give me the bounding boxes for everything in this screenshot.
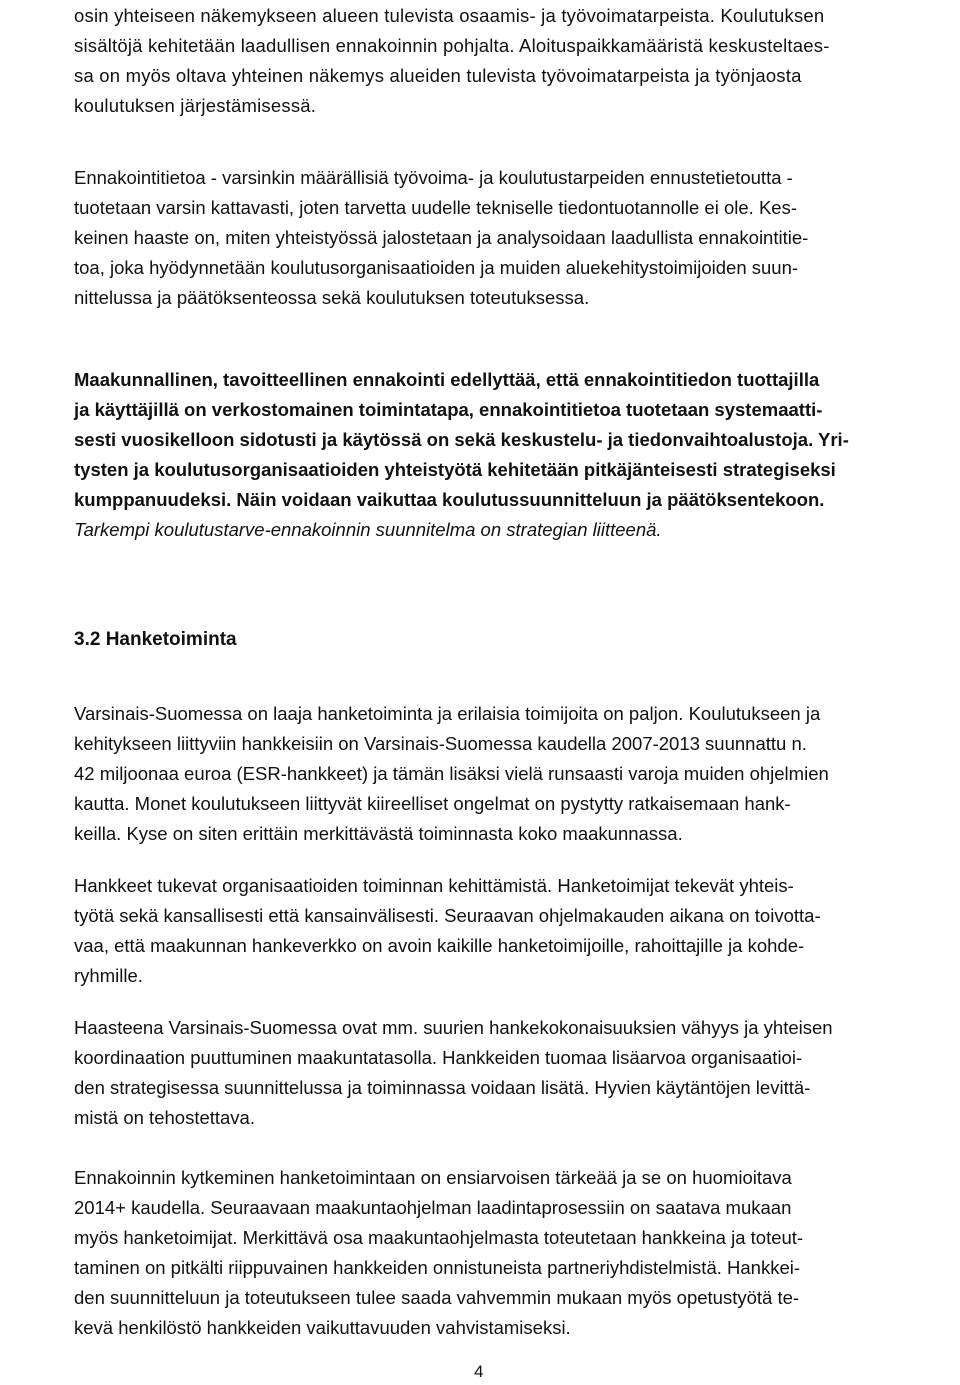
text-line: 2014+ kaudella. Seuraavaan maakuntaohjelman laadintaprosessiin on saatava mukaan bbox=[74, 1197, 792, 1218]
text-line: kevä henkilöstö hankkeiden vaikuttavuuden vahvistamiseksi. bbox=[74, 1317, 571, 1338]
intro-paragraph bbox=[74, 1, 960, 121]
project-activity-paragraph bbox=[74, 699, 960, 849]
text-line: sisältöjä kehitetään laadullisen ennakoinnin pohjalta. Aloituspaikkamääristä keskusteltaes- bbox=[74, 35, 830, 56]
text-line: 42 miljoonaa euroa (ESR-hankkeet) ja tämän lisäksi vielä runsaasti varoja muiden ohjelmien bbox=[74, 763, 829, 784]
text-line: keinen haaste on, miten yhteistyössä jalostetaan ja analysoidaan laadullista ennakointitie- bbox=[74, 227, 809, 248]
text-line: myös hanketoimijat. Merkittävä osa maakuntaohjelmasta toteutetaan hankkeina ja toteut- bbox=[74, 1227, 804, 1248]
bold-text-line: kumppanuudeksi. Näin voidaan vaikuttaa koulutussuunnitteluun ja päätöksentekoon. bbox=[74, 489, 825, 510]
text-line: Ennakointitietoa - varsinkin määrällisiä työvoima- ja koulutustarpeiden ennustetietoutta - bbox=[74, 167, 793, 188]
text-line: tuotetaan varsin kattavasti, joten tarvetta uudelle tekniselle tiedontuotannolle ei ole. Kes- bbox=[74, 197, 797, 218]
projects-support-paragraph bbox=[74, 871, 960, 991]
text-line: den strategisessa suunnittelussa ja toiminnassa voidaan lisätä. Hyvien käytäntöjen levittä- bbox=[74, 1077, 811, 1098]
text-line: Haasteena Varsinais-Suomessa ovat mm. suurien hankekokonaisuuksien vähyys ja yhteisen bbox=[74, 1017, 833, 1038]
text-line: kehitykseen liittyviin hankkeisiin on Varsinais-Suomessa kaudella 2007-2013 suunnattu n. bbox=[74, 733, 807, 754]
text-line: den suunnitteluun ja toteutukseen tulee saada vahvemmin mukaan myös opetustyötä te- bbox=[74, 1287, 800, 1308]
text-line: ryhmille. bbox=[74, 965, 143, 986]
text-line: osin yhteiseen näkemykseen alueen tulevista osaamis- ja työvoimatarpeista. Koulutuksen bbox=[74, 5, 825, 26]
challenges-paragraph bbox=[74, 1013, 960, 1133]
text-line: Ennakoinnin kytkeminen hanketoimintaan on ensiarvoisen tärkeää ja se on huomioitava bbox=[74, 1167, 792, 1188]
text-line: toa, joka hyödynnetään koulutusorganisaatioiden ja muiden aluekehitystoimijoiden suun- bbox=[74, 257, 799, 278]
text-line: työtä sekä kansallisesti että kansainvälisesti. Seuraavan ohjelmakauden aikana on toivotta- bbox=[74, 905, 821, 926]
text-line: kautta. Monet koulutukseen liittyvät kiireelliset ongelmat on pystytty ratkaisemaan hank- bbox=[74, 793, 791, 814]
regional-forecasting-paragraph bbox=[74, 365, 960, 545]
text-line: koordinaation puuttuminen maakuntatasolla. Hankkeiden tuomaa lisäarvoa organisaatioi- bbox=[74, 1047, 803, 1068]
text-line: taminen on pitkälti riippuvainen hankkeiden onnistuneista partneriyhdistelmistä. Hankkei- bbox=[74, 1257, 801, 1278]
text-line: keilla. Kyse on siten erittäin merkittävästä toiminnasta koko maakunnassa. bbox=[74, 823, 683, 844]
forecasting-paragraph bbox=[74, 163, 960, 313]
text-line: sa on myös oltava yhteinen näkemys alueiden tulevista työvoimatarpeista ja työnjaosta bbox=[74, 65, 802, 86]
forecasting-link-paragraph bbox=[74, 1163, 960, 1343]
bold-text-line: ja käyttäjillä on verkostomainen toimintatapa, ennakointitietoa tuotetaan systemaatti- bbox=[74, 399, 823, 420]
text-line: Varsinais-Suomessa on laaja hanketoiminta ja erilaisia toimijoita on paljon. Koulutukseen ja bbox=[74, 703, 821, 724]
text-line: nittelussa ja päätöksenteossa sekä koulutuksen toteutuksessa. bbox=[74, 287, 590, 308]
bold-text-line: tysten ja koulutusorganisaatioiden yhteistyötä kehitetään pitkäjänteisesti strategiseksi bbox=[74, 459, 836, 480]
section-heading: 3.2 Hanketoiminta bbox=[74, 629, 237, 650]
text-line: mistä on tehostettava. bbox=[74, 1107, 255, 1128]
text-line: koulutuksen järjestämisessä. bbox=[74, 95, 317, 116]
bold-text-line: Maakunnallinen, tavoitteellinen ennakointi edellyttää, että ennakointitiedon tuottajilla bbox=[74, 369, 820, 390]
page-number: 4 bbox=[474, 1362, 484, 1381]
appendix-note: Tarkempi koulutustarve-ennakoinnin suunnitelma on strategian liitteenä. bbox=[74, 519, 662, 540]
text-line: Hankkeet tukevat organisaatioiden toiminnan kehittämistä. Hanketoimijat tekevät yhteis- bbox=[74, 875, 794, 896]
text-line: vaa, että maakunnan hankeverkko on avoin kaikille hanketoimijoille, rahoittajille ja kohde- bbox=[74, 935, 805, 956]
bold-text-line: sesti vuosikelloon sidotusti ja käytössä on sekä keskustelu- ja tiedonvaihtoalustoja. Yri- bbox=[74, 429, 849, 450]
